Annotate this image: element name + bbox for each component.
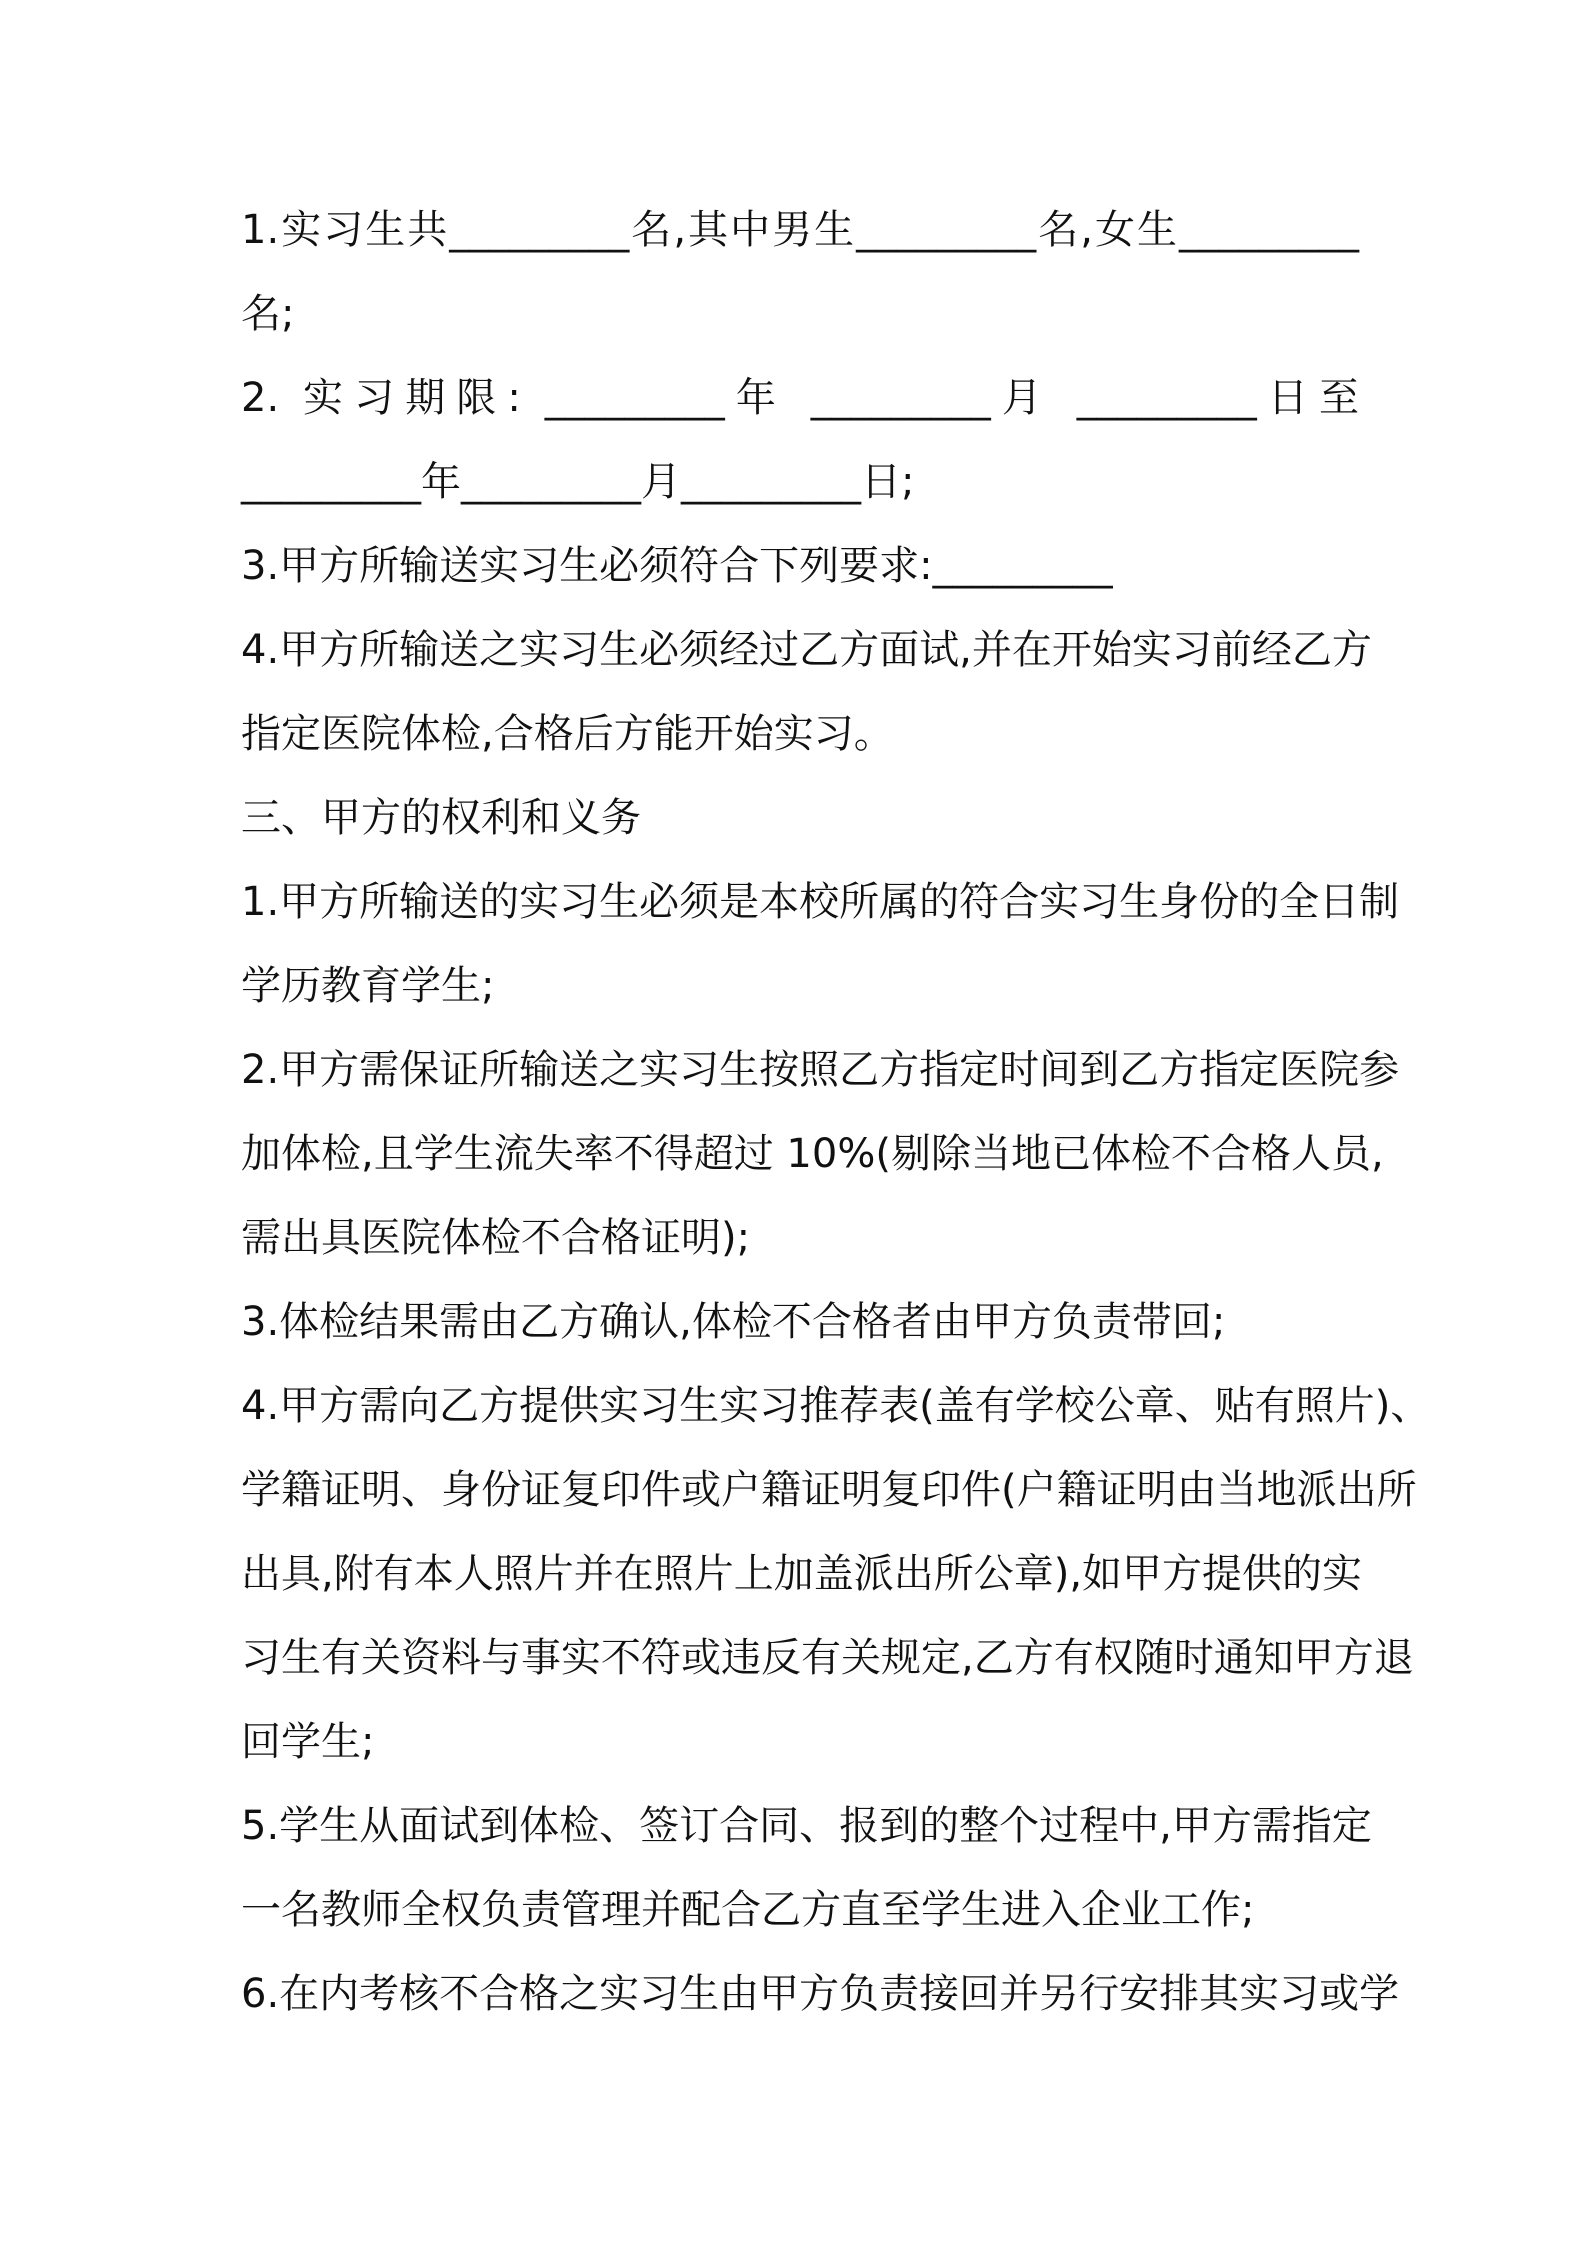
- text-line: 1.实习生共_________名,其中男生_________名,女生_________: [241, 207, 1359, 253]
- text-line: 3.甲方所输送实习生必须符合下列要求:_________: [241, 543, 1113, 589]
- text-line: 4.甲方所输送之实习生必须经过乙方面试,并在开始实习前经乙方: [241, 627, 1372, 673]
- document-body: [241, 188, 1431, 2036]
- text-line: 名;: [241, 291, 295, 337]
- text-line: 一名教师全权负责管理并配合乙方直至学生进入企业工作;: [241, 1887, 1255, 1933]
- text-line: 1.甲方所输送的实习生必须是本校所属的符合实习生身份的全日制: [241, 879, 1400, 925]
- text-line: 指定医院体检,合格后方能开始实习。: [241, 711, 894, 757]
- section-heading: 三、甲方的权利和义务: [241, 795, 641, 841]
- text-line: 学历教育学生;: [241, 963, 495, 1009]
- text-line: 6.在内考核不合格之实习生由甲方负责接回并另行安排其实习或学: [241, 1971, 1400, 2017]
- text-line: 需出具医院体检不合格证明);: [241, 1215, 751, 1261]
- text-line: 3.体检结果需由乙方确认,体检不合格者由甲方负责带回;: [241, 1299, 1226, 1345]
- text-line: 5.学生从面试到体检、签订合同、报到的整个过程中,甲方需指定: [241, 1803, 1372, 1849]
- text-line: 2.甲方需保证所输送之实习生按照乙方指定时间到乙方指定医院参: [241, 1047, 1400, 1093]
- text-line: 回学生;: [241, 1719, 375, 1765]
- text-line: 加体检,且学生流失率不得超过 10%(剔除当地已体检不合格人员,: [241, 1131, 1384, 1177]
- text-line: 学籍证明、身份证复印件或户籍证明复印件(户籍证明由当地派出所: [241, 1467, 1417, 1513]
- text-line: _________年_________月_________日;: [241, 459, 915, 505]
- text-line: 4.甲方需向乙方提供实习生实习推荐表(盖有学校公章、贴有照片)、: [241, 1383, 1431, 1429]
- text-line: 习生有关资料与事实不符或违反有关规定,乙方有权随时通知甲方退: [241, 1635, 1414, 1681]
- text-line: 2. 实习期限: _________年 _________月 _________日至: [241, 375, 1359, 421]
- text-line: 出具,附有本人照片并在照片上加盖派出所公章),如甲方提供的实: [241, 1551, 1363, 1597]
